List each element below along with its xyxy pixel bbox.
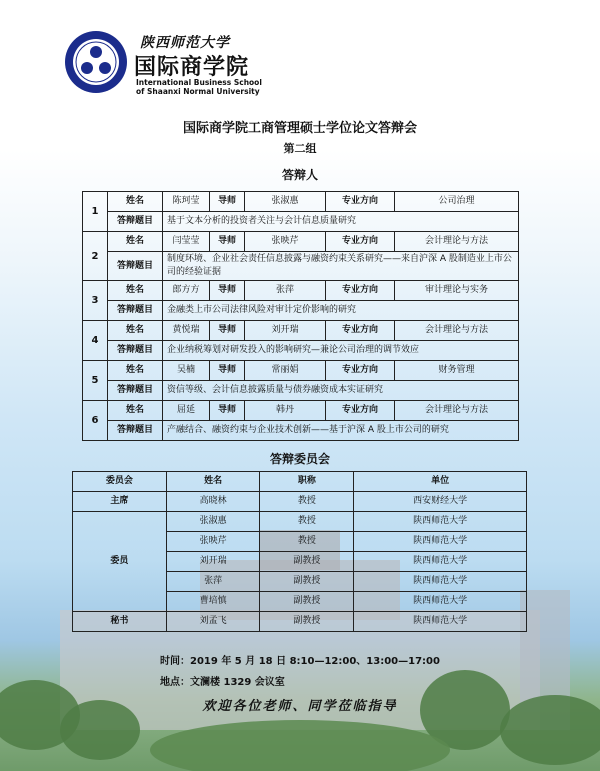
group-label: 第二组 (283, 142, 317, 155)
committee-role: 主席 (73, 492, 167, 512)
member-unit: 陕西师范大学 (354, 532, 527, 552)
defender-number: 6 (83, 401, 108, 441)
topic-label: 答辩题目 (108, 341, 163, 361)
name-label: 姓名 (108, 321, 163, 341)
major-direction: 审计理论与实务 (395, 281, 519, 301)
major-direction: 会计理论与方法 (395, 321, 519, 341)
defender-number: 4 (83, 321, 108, 361)
committee-table (72, 471, 527, 632)
defender-number: 1 (83, 192, 108, 232)
committee-row (73, 512, 527, 532)
member-title: 副教授 (260, 592, 354, 612)
major-direction: 财务管理 (395, 361, 519, 381)
welcome-message: 欢迎各位老师、同学莅临指导 (202, 699, 398, 714)
advisor-name: 张淑惠 (245, 192, 326, 212)
member-name: 张映芹 (166, 532, 260, 552)
direction-label: 专业方向 (326, 192, 395, 212)
defender-topic-row (83, 301, 519, 321)
major-direction: 公司治理 (395, 192, 519, 212)
member-name: 曹培慎 (166, 592, 260, 612)
direction-label: 专业方向 (326, 361, 395, 381)
advisor-label: 导师 (210, 281, 245, 301)
committee-row (73, 612, 527, 632)
committee-role: 秘书 (73, 612, 167, 632)
advisor-name: 张映芹 (245, 232, 326, 252)
defender-topic-row (83, 252, 519, 281)
defender-row (83, 192, 519, 212)
member-title: 副教授 (260, 572, 354, 592)
school-name: 国际商学院 (134, 55, 250, 80)
defender-number: 3 (83, 281, 108, 321)
school-name-english: International Business School of Shaanxi Normal University (136, 78, 262, 96)
time-info: 时间：2019 年 5 月 18 日 8:10—12:00、13:00—17:00 (160, 656, 440, 667)
direction-label: 专业方向 (326, 321, 395, 341)
advisor-label: 导师 (210, 192, 245, 212)
topic-label: 答辩题目 (108, 381, 163, 401)
committee-header-row (73, 472, 527, 492)
defender-row (83, 281, 519, 301)
committee-column-header: 姓名 (166, 472, 260, 492)
direction-label: 专业方向 (326, 401, 395, 421)
name-label: 姓名 (108, 401, 163, 421)
advisor-name: 张萍 (245, 281, 326, 301)
topic-label: 答辩题目 (108, 301, 163, 321)
name-label: 姓名 (108, 192, 163, 212)
major-direction: 会计理论与方法 (395, 232, 519, 252)
location-info: 地点：文澜楼 1329 会议室 (160, 677, 285, 688)
committee-role: 委员 (73, 512, 167, 612)
member-title: 副教授 (260, 552, 354, 572)
member-title: 副教授 (260, 612, 354, 632)
advisor-label: 导师 (210, 361, 245, 381)
advisor-label: 导师 (210, 232, 245, 252)
name-label: 姓名 (108, 232, 163, 252)
name-label: 姓名 (108, 281, 163, 301)
member-name: 张萍 (166, 572, 260, 592)
page-title: 国际商学院工商管理硕士学位论文答辩会 (182, 121, 417, 136)
topic-label: 答辩题目 (108, 212, 163, 232)
advisor-name: 刘开瑞 (245, 321, 326, 341)
defender-row (83, 232, 519, 252)
school-header (64, 30, 264, 100)
defender-name: 郎方方 (163, 281, 210, 301)
defender-topic-row (83, 381, 519, 401)
university-name: 陕西师范大学 (140, 35, 230, 51)
thesis-topic: 制度环境、企业社会责任信息披露与融资约束关系研究——来自沪深 A 股制造业上市公司的经验证据 (163, 252, 519, 281)
thesis-topic: 资信等级、会计信息披露质量与债券融资成本实证研究 (163, 381, 519, 401)
advisor-label: 导师 (210, 321, 245, 341)
name-label: 姓名 (108, 361, 163, 381)
direction-label: 专业方向 (326, 281, 395, 301)
committee-row (73, 492, 527, 512)
thesis-topic: 企业纳税筹划对研发投入的影响研究—兼论公司治理的调节效应 (163, 341, 519, 361)
member-unit: 陕西师范大学 (354, 612, 527, 632)
member-unit: 陕西师范大学 (354, 512, 527, 532)
defender-number: 2 (83, 232, 108, 281)
member-name: 张淑惠 (166, 512, 260, 532)
member-unit: 西安财经大学 (354, 492, 527, 512)
member-title: 教授 (260, 532, 354, 552)
topic-label: 答辩题目 (108, 252, 163, 281)
defender-name: 闫莹莹 (163, 232, 210, 252)
defender-number: 5 (83, 361, 108, 401)
defender-topic-row (83, 421, 519, 441)
major-direction: 会计理论与方法 (395, 401, 519, 421)
member-name: 刘开瑞 (166, 552, 260, 572)
thesis-topic: 基于文本分析的投资者关注与会计信息质量研究 (163, 212, 519, 232)
member-unit: 陕西师范大学 (354, 572, 527, 592)
member-unit: 陕西师范大学 (354, 592, 527, 612)
defender-name: 陈珂莹 (163, 192, 210, 212)
defender-row (83, 321, 519, 341)
direction-label: 专业方向 (326, 232, 395, 252)
committee-column-header: 委员会 (73, 472, 167, 492)
member-title: 教授 (260, 512, 354, 532)
committee-column-header: 职称 (260, 472, 354, 492)
member-unit: 陕西师范大学 (354, 552, 527, 572)
thesis-topic: 金融类上市公司法律风险对审计定价影响的研究 (163, 301, 519, 321)
defender-topic-row (83, 212, 519, 232)
defender-name: 屈延 (163, 401, 210, 421)
advisor-name: 韩丹 (245, 401, 326, 421)
university-logo (64, 30, 128, 94)
defenders-heading: 答辩人 (281, 168, 318, 182)
defender-name: 吴楠 (163, 361, 210, 381)
member-name: 高晓林 (166, 492, 260, 512)
committee-column-header: 单位 (354, 472, 527, 492)
member-name: 刘孟飞 (166, 612, 260, 632)
defender-topic-row (83, 341, 519, 361)
defender-row (83, 361, 519, 381)
topic-label: 答辩题目 (108, 421, 163, 441)
advisor-name: 常丽娟 (245, 361, 326, 381)
defenders-table (82, 191, 519, 441)
defender-row (83, 401, 519, 421)
committee-heading: 答辩委员会 (269, 452, 330, 466)
defender-name: 黄悦瑞 (163, 321, 210, 341)
advisor-label: 导师 (210, 401, 245, 421)
member-title: 教授 (260, 492, 354, 512)
thesis-topic: 产融结合、融资约束与企业技术创新——基于沪深 A 股上市公司的研究 (163, 421, 519, 441)
